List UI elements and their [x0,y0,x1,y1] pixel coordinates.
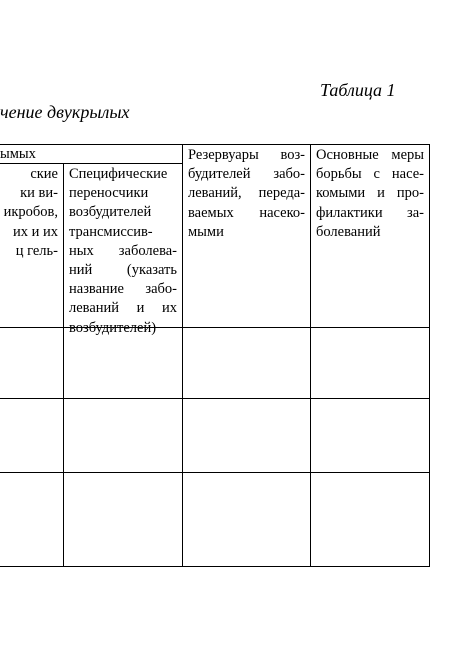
col3-line: мыми [188,223,224,240]
header-cell-col3 [188,146,305,242]
col4-line: филактики за- [316,204,424,221]
col4-line: болеваний [316,223,381,240]
col2-line: возбудителей) [69,319,157,336]
col1-line: ц гель- [15,242,58,259]
col2-line: ных заболева- [69,242,177,259]
col1-line: икробов, [3,204,58,221]
table-heading-fragment: чение двукрылых [0,102,130,122]
col3-line: ваемых насеко- [188,204,305,221]
col3-line: будителей забо- [188,166,305,183]
header-cell-col1 [0,165,58,261]
col1-line: ские [30,166,58,182]
col3-line: леваний, переда- [188,185,305,202]
header-cell-col4 [316,146,424,242]
col4-line: Основные меры [316,147,424,163]
col2-line: трансмиссив- [69,223,153,240]
header-cell-col2 [69,165,177,338]
table-label: Таблица 1 [320,80,396,100]
col2-line: переносчики [69,185,149,202]
col2-line: возбудителей [69,204,152,221]
col2-line: Специфические [69,166,168,182]
col3-line: Резервуары воз- [188,147,305,163]
group-header-cell: ымых [0,146,36,162]
col1-line: ки ви- [20,185,58,202]
col4-line: комыми и про- [316,185,424,202]
col2-line: ний (указать [69,262,177,279]
col2-line: леваний и их [69,300,177,317]
col4-line: борьбы с насе- [316,166,424,183]
col2-line: название забо- [69,281,177,298]
col1-line: их и их [12,223,58,240]
